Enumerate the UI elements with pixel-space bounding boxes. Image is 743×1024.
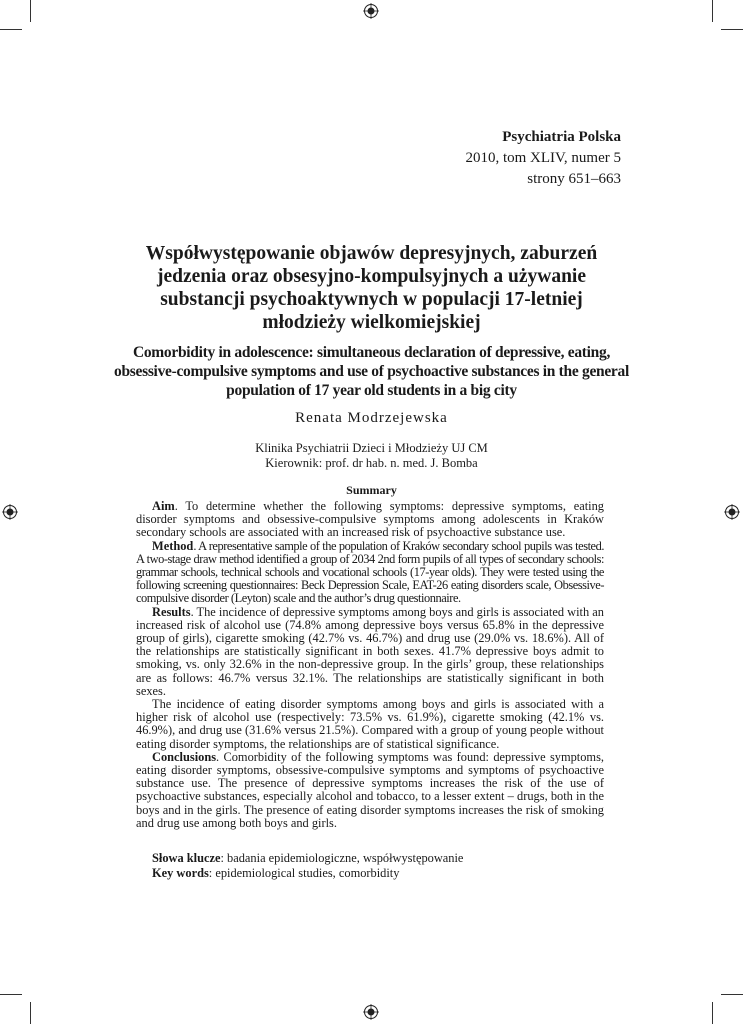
crop-mark-bottom-left-v xyxy=(30,1002,31,1024)
title-english: Comorbidity in adolescence: simultaneous declaration of depressive, eating, obsessive-compulsive symptoms and use of psychoactive substances in the general population of 17 year old students in a big city xyxy=(114,344,629,399)
keywords-block xyxy=(152,851,463,881)
abstract-body xyxy=(136,500,604,830)
title-polish: Współwystępowanie objawów depresyjnych, zaburzeń jedzenia oraz obsesyjno-kompulsyjnych a używanie substancji psychoaktywnych w populacji 17-letniej młodzieży wielkomiejskiej xyxy=(145,243,598,333)
conclusions-label: Conclusions xyxy=(152,749,217,764)
crop-mark-top-left-v xyxy=(30,0,31,22)
registration-mark-bottom-icon xyxy=(363,1004,379,1020)
keywords-english-text: : epidemiological studies, comorbidity xyxy=(208,866,400,880)
keywords-english xyxy=(152,866,463,881)
affiliation xyxy=(0,441,743,471)
method-label: Method xyxy=(152,538,194,553)
results-label: Results xyxy=(152,604,191,619)
crop-mark-bottom-left-h xyxy=(0,994,22,995)
conclusions-text: . Comorbidity of the following symptoms was found: depressive symptoms, eating disorder symptoms, obsessive-compulsive symptoms and symptoms of psychoactive substance use. The presence of depressive symptoms increases the risk of the use of psychoactive substances, especially alcohol and tobacco, to a lesser extent – drugs, both in the boys and in the girls. The presence of eating disorder symptoms increases the risk of smoking and drug use among both boys and girls. xyxy=(136,749,604,830)
abstract-results xyxy=(136,606,604,698)
registration-mark-right-icon xyxy=(724,504,740,520)
summary-heading: Summary xyxy=(346,483,397,497)
keywords-polish-text: : badania epidemiologiczne, współwystępowanie xyxy=(220,851,464,865)
keywords-polish-label: Słowa klucze xyxy=(152,851,221,865)
affiliation-clinic: Klinika Psychiatrii Dzieci i Młodzieży UJ CM xyxy=(255,441,488,455)
aim-label: Aim xyxy=(152,499,175,513)
registration-mark-left-icon xyxy=(2,504,18,520)
crop-mark-top-right-h xyxy=(721,29,743,30)
results-text: . The incidence of depressive symptoms among boys and girls is associated with an increased risk of alcohol use (74.8% among depressive boys versus 65.8% in the depressive group of girls), cigarette smoking (42.7% vs. 46.7%) and drug use (29.0% vs. 18.6%). All of the relationships are statistically significant in both sexes. 41.7% depressive boys admit to smoking, vs. only 32.6% in the non-depressive group. In the girls’ group, these relationships are as follows: 46.7% versus 32.1%. The relationships are statistically significant in both sexes. xyxy=(136,604,604,698)
crop-mark-bottom-right-v xyxy=(712,1002,713,1024)
abstract-aim xyxy=(136,500,604,540)
journal-volume: 2010, tom XLIV, numer 5 xyxy=(465,150,621,166)
registration-mark-top-icon xyxy=(363,3,379,19)
affiliation-head: Kierownik: prof. dr hab. n. med. J. Bomba xyxy=(265,456,478,470)
method-text: . A representative sample of the population of Kraków secondary school pupils was tested. A two-stage draw method identified a group of 2034 2nd form pupils of all types of secondary schools: grammar schools, technical schools and vocational schools (17-year olds). They were tested using the following screening questionnaires: Beck Depression Scale, EAT-26 eating disorders scale, Obsessive-compulsive disorder (Leyton) scale and the author’s drug questionnaire. xyxy=(136,538,604,606)
crop-mark-top-right-v xyxy=(712,0,713,22)
crop-mark-top-left-h xyxy=(0,29,22,30)
aim-text: . To determine whether the following symptoms: depressive symptoms, eating disorder symptoms and obsessive-compulsive symptoms among adolescents in Kraków secondary schools are associated with an increased risk of psychoactive substance use. xyxy=(136,499,604,540)
abstract-results-2: The incidence of eating disorder symptoms among boys and girls is associated with a higher risk of alcohol use (respectively: 73.5% vs. 61.9%), cigarette smoking (42.1% vs. 46.9%), and drug use (31.6% versus 21.5%). Compared with a group of young people without eating disorder symptoms, the relationships are of statistical significance. xyxy=(136,697,604,751)
author-name: Renata Modrzejewska xyxy=(295,410,448,426)
journal-name: Psychiatria Polska xyxy=(502,129,621,145)
abstract-method xyxy=(136,540,604,606)
crop-mark-bottom-right-h xyxy=(721,994,743,995)
journal-header xyxy=(465,127,621,190)
keywords-polish xyxy=(152,851,463,866)
abstract-conclusions xyxy=(136,751,604,830)
keywords-english-label: Key words xyxy=(152,866,209,880)
journal-pages: strony 651–663 xyxy=(527,171,621,187)
